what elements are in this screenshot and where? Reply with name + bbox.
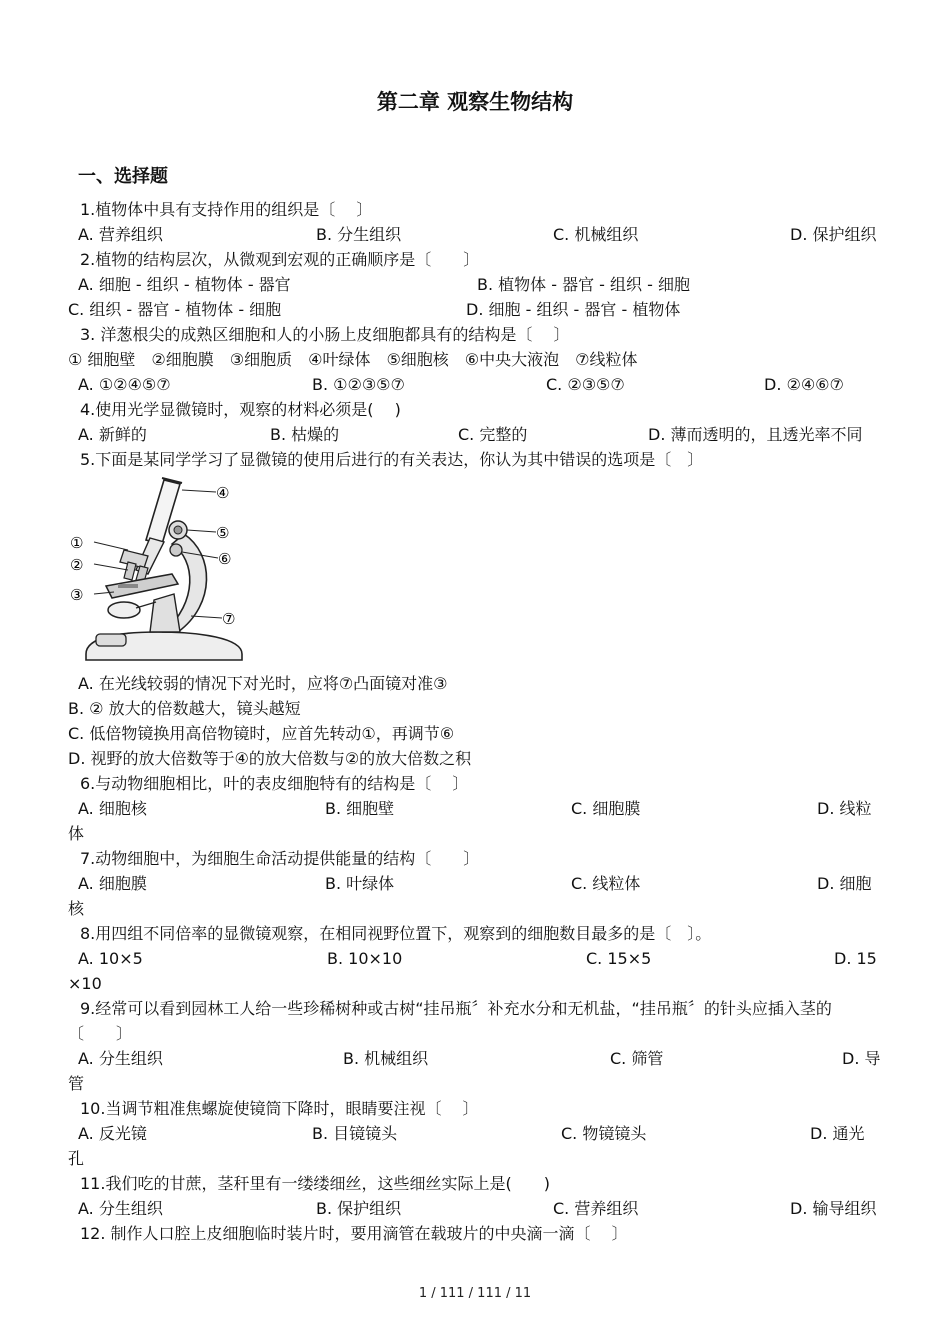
question-4-option-d: D. 薄而透明的，且透光率不同 — [648, 425, 863, 444]
question-11-option-d: D. 输导组织 — [790, 1199, 877, 1218]
microscope-label-5: ⑤ — [216, 524, 230, 542]
question-11-option-c: C. 营养组织 — [553, 1199, 639, 1218]
question-7-option-d: D. 细胞 — [817, 874, 872, 893]
question-11-stem: 11.我们吃的甘蔗，茎秆里有一缕缕细丝，这些细丝实际上是( ) — [80, 1174, 550, 1193]
question-9-option-a: A. 分生组织 — [78, 1049, 163, 1068]
question-4-stem: 4.使用光学显微镜时，观察的材料必须是( ) — [80, 400, 401, 419]
question-3-option-b: B. ①②③⑤⑦ — [312, 375, 405, 394]
question-10-option-d-cont: 孔 — [68, 1149, 85, 1168]
question-11-option-b: B. 保护组织 — [316, 1199, 402, 1218]
question-6-stem: 6.与动物细胞相比，叶的表皮细胞特有的结构是〔 〕 — [80, 774, 469, 793]
question-8-option-d: D. 15 — [834, 949, 877, 968]
question-5-option-b: B. ② 放大的倍数越大，镜头越短 — [68, 699, 301, 718]
question-7-option-c: C. 线粒体 — [571, 874, 641, 893]
question-2-option-a: A. 细胞 - 组织 - 植物体 - 器官 — [78, 275, 291, 294]
question-4-option-b: B. 枯燥的 — [270, 425, 340, 444]
question-11-option-a: A. 分生组织 — [78, 1199, 163, 1218]
question-1-option-c: C. 机械组织 — [553, 225, 639, 244]
microscope-label-6: ⑥ — [218, 550, 232, 568]
question-5-option-c: C. 低倍物镜换用高倍物镜时，应首先转动①，再调节⑥ — [68, 724, 455, 743]
question-10-option-b: B. 目镜镜头 — [312, 1124, 398, 1143]
microscope-label-2: ② — [70, 556, 84, 574]
question-9-stem-cont: 〔 〕 — [68, 1024, 133, 1043]
question-6-option-b: B. 细胞壁 — [325, 799, 395, 818]
question-10-option-a: A. 反光镜 — [78, 1124, 147, 1143]
question-1-option-a: A. 营养组织 — [78, 225, 163, 244]
microscope-label-4: ④ — [216, 484, 230, 502]
question-9-option-c: C. 筛管 — [610, 1049, 664, 1068]
microscope-label-1: ① — [70, 534, 84, 552]
question-3-option-c: C. ②③⑤⑦ — [546, 375, 625, 394]
question-9-option-d: D. 导 — [842, 1049, 881, 1068]
question-1-option-d: D. 保护组织 — [790, 225, 877, 244]
question-7-stem: 7.动物细胞中，为细胞生命活动提供能量的结构〔 〕 — [80, 849, 480, 868]
question-5-option-d: D. 视野的放大倍数等于④的放大倍数与②的放大倍数之积 — [68, 749, 472, 768]
question-2-option-b: B. 植物体 - 器官 - 组织 - 细胞 — [477, 275, 690, 294]
question-9-option-d-cont: 管 — [68, 1074, 85, 1093]
question-2-option-c: C. 组织 - 器官 - 植物体 - 细胞 — [68, 300, 282, 319]
question-6-option-d: D. 线粒 — [817, 799, 872, 818]
question-5-stem: 5.下面是某同学学习了显微镜的使用后进行的有关表达，你认为其中错误的选项是〔 〕 — [80, 450, 704, 469]
question-3-structure-list: ① 细胞壁 ②细胞膜 ③细胞质 ④叶绿体 ⑤细胞核 ⑥中央大液泡 ⑦线粒体 — [68, 350, 638, 369]
microscope-diagram — [66, 474, 250, 666]
question-9-stem: 9.经常可以看到园林工人给一些珍稀树种或古树“挂吊瓶〞补充水分和无机盐，“挂吊瓶〞的针头应插入茎的 — [80, 999, 832, 1018]
question-10-option-d: D. 通光 — [810, 1124, 865, 1143]
question-3-option-a: A. ①②④⑤⑦ — [78, 375, 171, 394]
question-4-option-c: C. 完整的 — [458, 425, 528, 444]
question-7-option-d-cont: 核 — [68, 899, 85, 918]
question-1-stem: 1.植物体中具有支持作用的组织是〔 〕 — [80, 200, 373, 219]
question-8-option-d-cont: ×10 — [68, 974, 102, 993]
question-12-stem: 12. 制作人口腔上皮细胞临时装片时，要用滴管在载玻片的中央滴一滴〔 〕 — [80, 1224, 628, 1243]
question-6-option-a: A. 细胞核 — [78, 799, 147, 818]
question-8-option-c: C. 15×5 — [586, 949, 652, 968]
question-5-option-a: A. 在光线较弱的情况下对光时，应将⑦凸面镜对准③ — [78, 674, 448, 693]
microscope-label-7: ⑦ — [222, 610, 236, 628]
question-6-option-d-cont: 体 — [68, 824, 85, 843]
question-9-option-b: B. 机械组织 — [343, 1049, 429, 1068]
question-7-option-b: B. 叶绿体 — [325, 874, 395, 893]
question-2-option-d: D. 细胞 - 组织 - 器官 - 植物体 — [466, 300, 681, 319]
question-3-option-d: D. ②④⑥⑦ — [764, 375, 844, 394]
question-7-option-a: A. 细胞膜 — [78, 874, 147, 893]
microscope-label-3: ③ — [70, 586, 84, 604]
question-10-option-c: C. 物镜镜头 — [561, 1124, 647, 1143]
question-3-stem: 3. 洋葱根尖的成熟区细胞和人的小肠上皮细胞都具有的结构是〔 〕 — [80, 325, 570, 344]
page-footer: 1 / 111 / 111 / 11 — [418, 1286, 532, 1301]
question-1-option-b: B. 分生组织 — [316, 225, 402, 244]
question-4-option-a: A. 新鲜的 — [78, 425, 147, 444]
question-8-stem: 8.用四组不同倍率的显微镜观察，在相同视野位置下，观察到的细胞数目最多的是〔 〕。 — [80, 924, 712, 943]
question-6-option-c: C. 细胞膜 — [571, 799, 641, 818]
question-10-stem: 10.当调节粗准焦螺旋使镜筒下降时，眼睛要注视〔 〕 — [80, 1099, 479, 1118]
question-8-option-a: A. 10×5 — [78, 949, 143, 968]
question-2-stem: 2.植物的结构层次，从微观到宏观的正确顺序是〔 〕 — [80, 250, 480, 269]
question-8-option-b: B. 10×10 — [327, 949, 403, 968]
section-heading: 一、选择题 — [78, 166, 168, 187]
page-title: 第二章 观察生物结构 — [376, 90, 574, 114]
